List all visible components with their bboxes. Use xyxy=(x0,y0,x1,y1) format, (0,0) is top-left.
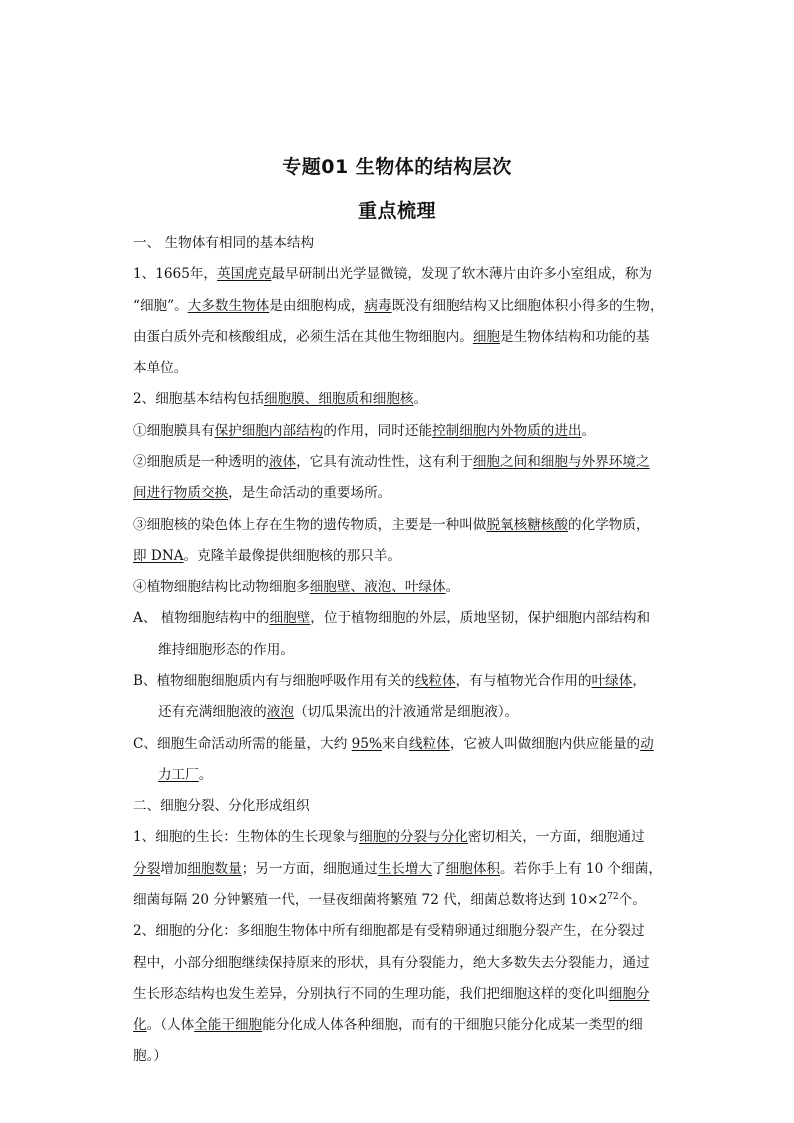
list-item-b-cont: 还有充满细胞液的液泡（切瓜果流出的汁液通常是细胞液）。 xyxy=(158,704,519,720)
key-term: 脱氧核糖核酸 xyxy=(486,517,568,533)
list-item-a: A、 植物细胞结构中的细胞壁，位于植物细胞的外层，质地坚韧，保护细胞内部结构和 xyxy=(133,610,651,626)
page-title: 专题01 生物体的结构层次 xyxy=(282,156,512,178)
paragraph-line: ③细胞核的染色体上存在生物的遗传物质，主要是一种叫做脱氧核糖核酸的化学物质， xyxy=(133,517,650,533)
paragraph-line: 1、细胞的生长：生物体的生长现象与细胞的分裂与分化密切相关，一方面，细胞通过 xyxy=(133,829,645,845)
paragraph-line: ①细胞膜具有保护细胞内部结构的作用，同时还能控制细胞内外物质的进出。 xyxy=(133,423,596,439)
paragraph-line: 即 DNA。克隆羊最像提供细胞核的那只羊。 xyxy=(133,548,402,564)
key-term: 细胞壁 xyxy=(269,610,311,626)
key-term: 细胞的分裂与分化 xyxy=(359,829,468,845)
paragraph-line: 胞。） xyxy=(133,1048,167,1064)
paragraph-line: 2、细胞的分化：多细胞生物体中所有细胞都是有受精卵通过细胞分裂产生，在分裂过 xyxy=(133,923,645,939)
key-term: 控制细胞内外物质的进出 xyxy=(432,423,582,439)
key-term: 细胞 xyxy=(472,329,501,345)
key-term: 英国虎克 xyxy=(217,266,272,282)
key-term: 分裂 xyxy=(133,861,161,877)
paragraph-line: 生长形态结构也发生差异，分别执行不同的生理功能，我们把细胞这样的变化叫细胞分 xyxy=(133,986,650,1002)
key-term: 叶绿体 xyxy=(591,673,633,689)
key-term: 细胞壁、液泡、叶绿体 xyxy=(309,579,446,595)
key-term: 线粒体 xyxy=(409,736,450,752)
key-term: 细胞之间和细胞与外界环境之 xyxy=(472,454,650,470)
section-heading-1: 一、 生物体有相同的基本结构 xyxy=(133,235,315,251)
key-term: 生长增大 xyxy=(377,861,433,877)
key-term: 即 DNA xyxy=(133,548,184,564)
key-term: 细胞膜、细胞质和细胞核 xyxy=(264,391,414,407)
key-term: 病毒 xyxy=(364,298,392,314)
key-term: 液泡 xyxy=(266,704,294,720)
paragraph-line: 2、细胞基本结构包括细胞膜、细胞质和细胞核。 xyxy=(133,391,428,407)
key-term: 线粒体 xyxy=(414,673,456,689)
paragraph-line: 细菌每隔 20 分钟繁殖一代，一昼夜细菌将繁殖 72 代，细菌总数将达到 $10\times 2^{72}$个。 xyxy=(133,892,646,908)
key-term: 保护细胞内部结构 xyxy=(214,423,324,439)
exponent: 72 xyxy=(607,892,619,902)
paragraph-line: 分裂增加细胞数量；另一方面，细胞通过生长增大了细胞体积。若你手上有 10 个细菌， xyxy=(133,861,662,877)
paragraph-line: “细胞”。大多数生物体是由细胞构成，病毒既没有细胞结构又比细胞体积小得多的生物， xyxy=(133,298,664,314)
key-term: 大多数生物体 xyxy=(187,298,270,314)
key-term: 细胞体积 xyxy=(445,861,501,877)
list-item-c: C、细胞生命活动所需的能量，大约 95%来自线粒体，它被人叫做细胞内供应能量的动 xyxy=(133,736,654,752)
list-item-a-cont: 维持细胞形态的作用。 xyxy=(158,642,294,658)
paragraph-line: 本单位。 xyxy=(133,360,188,376)
key-term: 力工厂 xyxy=(158,767,199,783)
list-item-c-cont: 力工厂。 xyxy=(158,767,213,783)
key-term: 动 xyxy=(640,736,654,752)
key-term: 全能干细胞 xyxy=(194,1017,263,1033)
section-heading-2: 二、细胞分裂、分化形成组织 xyxy=(133,798,310,814)
paragraph-line: ④植物细胞结构比动物细胞多细胞壁、液泡、叶绿体。 xyxy=(133,579,460,595)
key-term: 液体 xyxy=(268,454,297,470)
page-subtitle: 重点梳理 xyxy=(357,200,436,222)
paragraph-line: 化。（人体全能干细胞能分化成人体各种细胞，而有的干细胞只能分化成某一类型的细 xyxy=(133,1017,643,1033)
key-term: 95% xyxy=(351,736,382,752)
paragraph-line: 程中，小部分细胞继续保持原来的形状，具有分裂能力，绝大多数失去分裂能力，通过 xyxy=(133,955,650,971)
paragraph-line: ②细胞质是一种透明的液体，它具有流动性性，这有利于细胞之间和细胞与外界环境之 xyxy=(133,454,650,470)
key-term: 细胞数量 xyxy=(187,861,242,877)
paragraph-line: 1、1665年，英国虎克最早研制出光学显微镜，发现了软木薄片由许多小室组成，称为 xyxy=(133,266,653,282)
paragraph-line: 间进行物质交换，是生命活动的重要场所。 xyxy=(133,485,392,501)
key-term: 间进行物质交换 xyxy=(133,485,229,501)
key-term: 化 xyxy=(133,1017,147,1033)
key-term: 细胞分 xyxy=(608,986,650,1002)
list-item-b: B、植物细胞细胞质内有与细胞呼吸作用有关的线粒体，有与植物光合作用的叶绿体， xyxy=(133,673,646,689)
paragraph-line: 由蛋白质外壳和核酸组成，必须生活在其他生物细胞内。细胞是生物体结构和功能的基 xyxy=(133,329,650,345)
